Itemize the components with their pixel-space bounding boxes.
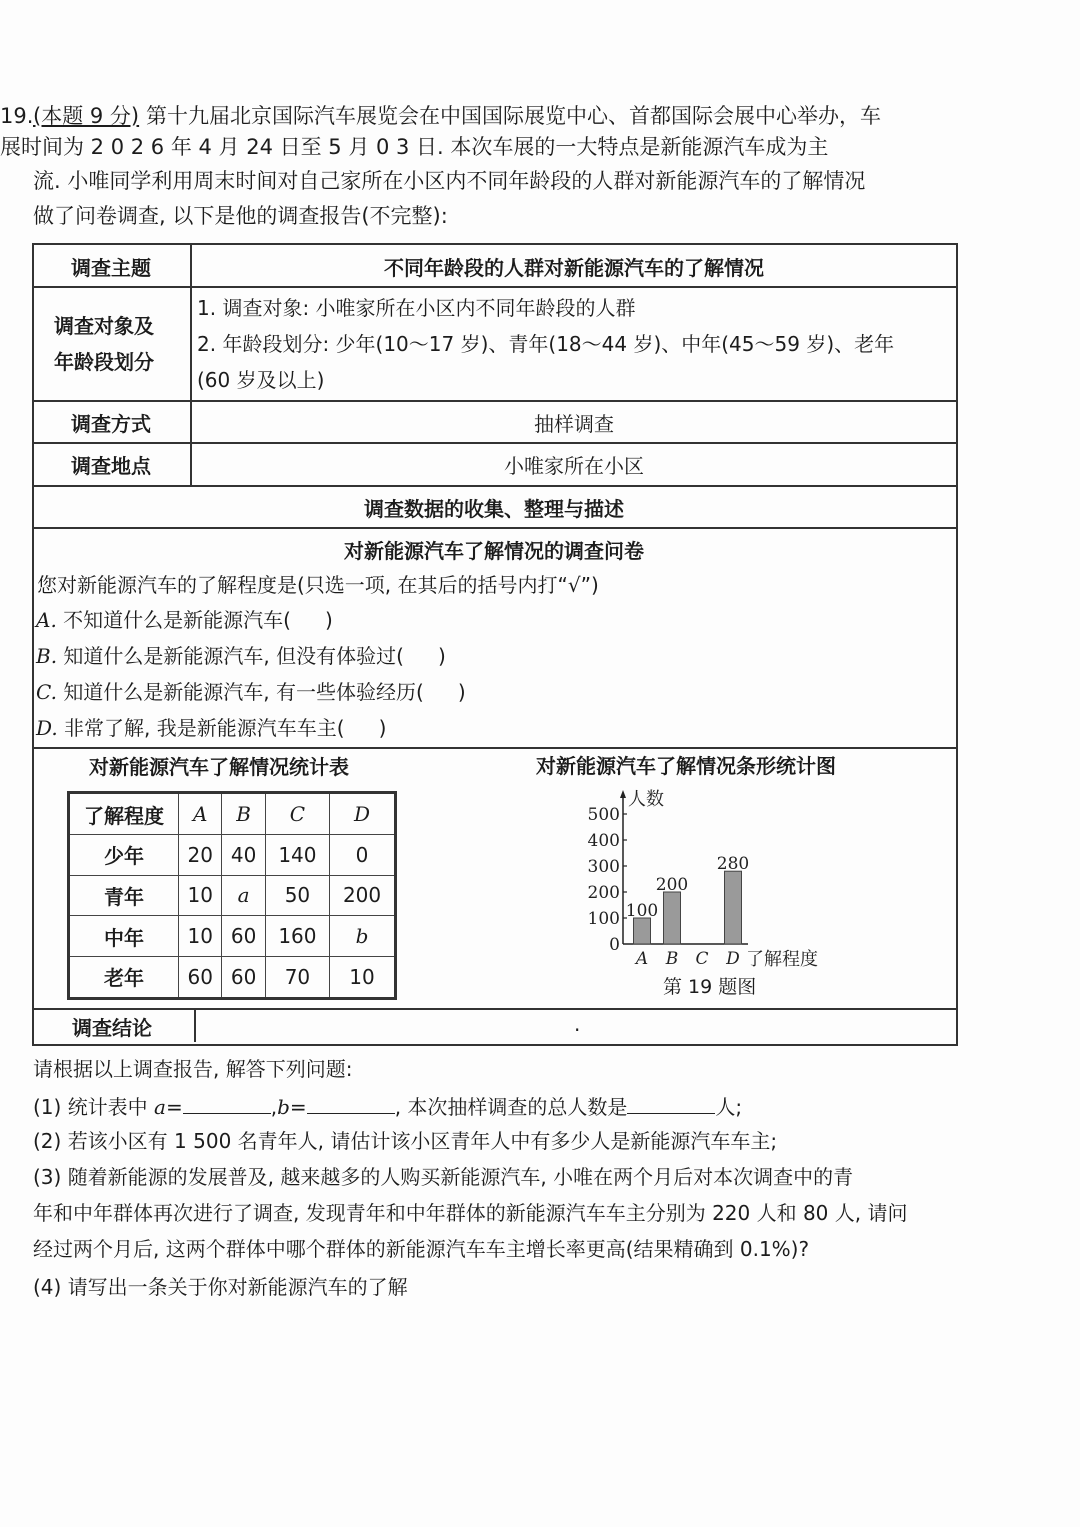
conclusion-label: 调查结论 [72,1015,152,1040]
question-line-3: 流. 小唯同学利用周末时间对自己家所在小区内不同年龄段的人群对新能源汽车的了解情况 [33,169,866,193]
question-2: (2) 若该小区有 1 500 名青年人, 请估计该小区青年人中有多少人是新能源汽车车主; [33,1129,778,1153]
table-cell: 20 [179,835,222,876]
bar-B [664,892,681,944]
table-cell: 0 [330,835,396,876]
x-tick-label: D [726,949,740,969]
chart-title: 对新能源汽车了解情况条形统计图 [536,754,836,778]
subject-label-2: 年龄段划分 [54,350,154,374]
section-title: 调查数据的收集、整理与描述 [364,496,624,521]
q1-var-a: a [154,1095,166,1119]
bar-value-label: 280 [716,854,750,875]
location-label: 调查地点 [71,453,151,478]
table-cell: 10 [179,916,222,957]
bar-value-label: 100 [625,901,659,921]
option-close: ) [437,644,446,668]
option-text: 知道什么是新能源汽车, 但没有体验过( [63,644,404,668]
method-label: 调查方式 [71,411,151,436]
subject-label-1: 调查对象及 [54,314,154,338]
y-tick-label: 0 [609,935,620,955]
table-cell: b [330,916,396,957]
option-letter: D. [36,716,58,740]
report-col-divider [194,1008,196,1042]
table-cell: 140 [265,835,329,876]
subject-line-3: (60 岁及以上) [197,368,325,392]
q1-blank-a[interactable] [183,1095,271,1114]
q1-eq: = [289,1095,307,1119]
q1-var-b: b [277,1095,290,1119]
q1-text: (1) 统计表中 [33,1095,148,1119]
q1-comma: , [270,1095,278,1119]
y-tick-label: 200 [587,883,620,903]
option-letter: C. [36,680,57,704]
stat-table-title: 对新能源汽车了解情况统计表 [89,755,349,779]
stat-table [67,791,397,1000]
table-cell: 10 [330,956,396,998]
table-cell: 40 [222,835,265,876]
option-close: ) [378,716,387,740]
option-letter: A. [36,608,57,632]
table-row [69,956,396,998]
option-close: ) [324,608,333,632]
method-value: 抽样调查 [534,411,614,436]
header-cell: 了解程度 [69,793,179,835]
question-1 [33,1095,742,1117]
header-cell: A [179,793,222,835]
table-row [69,835,396,876]
conclusion-value: . [574,1012,581,1036]
table-cell: 60 [222,956,265,998]
row-header: 少年 [69,835,179,876]
table-cell: a [222,875,265,916]
question-3-line-3: 经过两个月后, 这两个群体中哪个群体的新能源汽车车主增长率更高(结果精确到 0.1%)? [33,1237,810,1261]
option-close: ) [457,680,466,704]
question-line-1: 第十九届北京国际汽车展览会在中国国际展览中心、首都国际会展中心举办，车 [146,104,881,128]
option-text: 非常了解, 我是新能源汽车车主( [64,716,345,740]
questions-intro: 请根据以上调查报告, 解答下列问题: [33,1057,353,1081]
report-divider [32,747,956,749]
table-cell: 160 [265,916,329,957]
table-row [69,875,396,916]
q1-mid-text: , 本次抽样调查的总人数是 [394,1095,628,1119]
chart-caption: 第 19 题图 [663,976,757,998]
q1-end-text: 人; [715,1095,743,1119]
y-axis-arrow [620,790,626,798]
table-cell: 50 [265,875,329,916]
y-tick-label: 400 [587,831,620,851]
q1-blank-total[interactable] [627,1095,715,1114]
q1-eq: = [165,1095,183,1119]
topic-label: 调查主题 [71,255,151,280]
x-tick-label: C [695,949,709,969]
option-c [36,682,466,702]
y-axis-label: 人数 [628,789,664,810]
x-tick-label: B [665,949,679,969]
questionnaire-prompt: 您对新能源汽车的了解程度是(只选一项, 在其后的括号内打“√”) [37,573,599,597]
table-row [69,916,396,957]
table-cell: 70 [265,956,329,998]
table-cell: 200 [330,875,396,916]
option-text: 不知道什么是新能源汽车( [63,608,291,632]
row-header: 青年 [69,875,179,916]
option-d [36,718,386,738]
topic-value: 不同年龄段的人群对新能源汽车的了解情况 [384,255,764,280]
row-header: 中年 [69,916,179,957]
bar-value-label: 200 [655,875,689,895]
questionnaire-title: 对新能源汽车了解情况的调查问卷 [344,538,644,563]
q1-blank-b[interactable] [307,1095,395,1114]
bar-D [725,871,742,944]
header-cell: C [265,793,329,835]
table-cell: 10 [179,875,222,916]
option-a [36,610,333,630]
option-letter: B. [36,644,58,668]
row-header: 老年 [69,956,179,998]
subject-line-1: 1. 调查对象: 小唯家所在小区内不同年龄段的人群 [197,296,636,320]
table-cell: 60 [222,916,265,957]
y-tick-label: 300 [587,857,620,877]
option-b [36,646,446,666]
y-tick-label: 500 [587,805,620,825]
y-tick-label: 100 [587,909,620,929]
header-cell: B [222,793,265,835]
question-number: 19. [0,104,34,128]
x-tick-label: A [635,949,649,969]
question-3-line-2: 年和中年群体再次进行了调查, 发现青年和中年群体的新能源汽车车主分别为 220 人和 80 人, 请问 [33,1201,908,1225]
subject-line-2: 2. 年龄段划分: 少年(10～17 岁)、青年(18～44 岁)、中年(45～59 岁)、老年 [197,332,895,356]
question-score: (本题 9 分) [33,104,140,128]
bar-chart [570,780,900,980]
header-cell: D [330,793,396,835]
question-3-line-1: (3) 随着新能源的发展普及, 越来越多的人购买新能源汽车, 小唯在两个月后对本次调查中的青 [33,1165,854,1189]
x-axis-label: 了解程度 [746,949,818,970]
location-value: 小唯家所在小区 [504,453,644,478]
question-4: (4) 请写出一条关于你对新能源汽车的了解 [33,1275,408,1299]
option-text: 知道什么是新能源汽车, 有一些体验经历( [63,680,424,704]
bar-A [634,918,651,944]
question-line-2: 展时间为 2 0 2 6 年 4 月 24 日至 5 月 0 3 日. 本次车展的一大特点是新能源汽车成为主 [0,135,829,159]
question-line-4: 做了问卷调查, 以下是他的调查报告(不完整): [33,204,448,228]
table-header-row [69,793,396,835]
table-cell: 60 [179,956,222,998]
